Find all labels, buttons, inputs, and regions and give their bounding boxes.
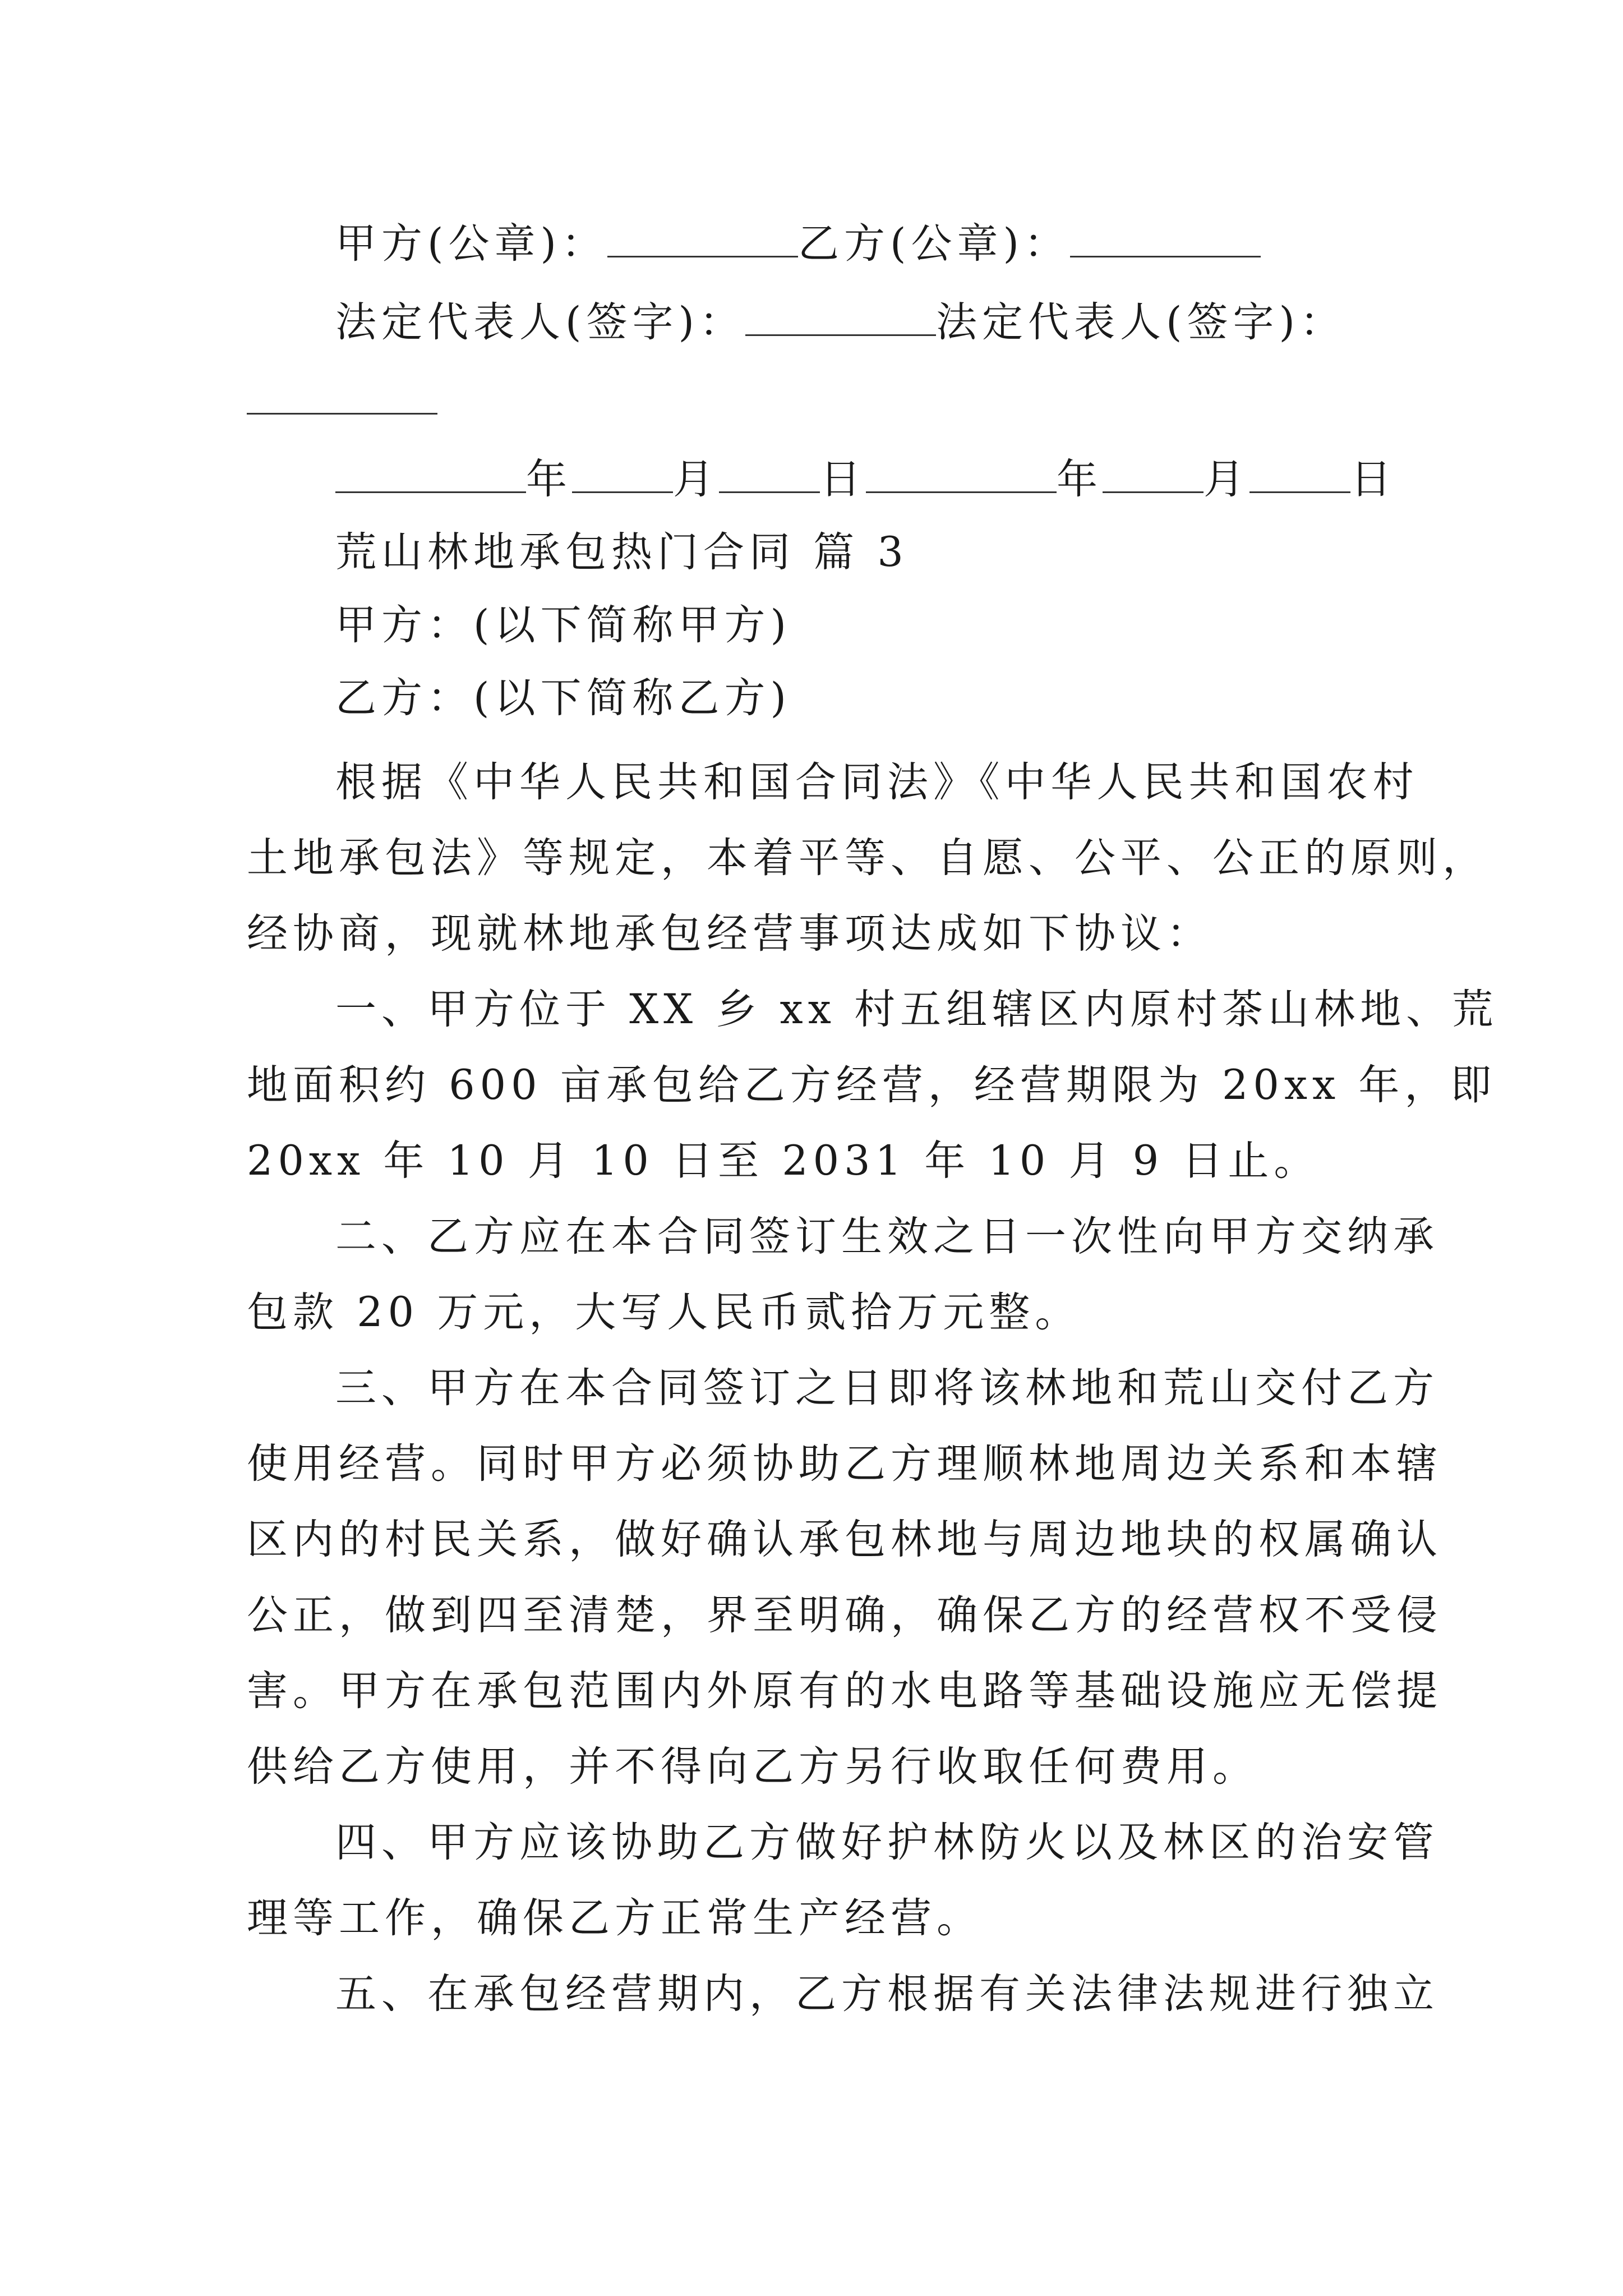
- seal-line: [335, 216, 1261, 272]
- body-line: 害。甲方在承包范围内外原有的水电路等基础设施应无偿提: [247, 1667, 1442, 1715]
- body-line: 经协商，现就林地承包经营事项达成如下协议：: [247, 910, 1212, 958]
- rep-line: [335, 295, 1346, 351]
- date-b-day-blank: [1249, 452, 1350, 493]
- rep-b-label: 法定代表人(签字)：: [935, 298, 1346, 346]
- body-line: 四、甲方应该协助乙方做好护林防火以及林区的治安管: [335, 1819, 1439, 1866]
- party-a-line: 甲方：(以下简称甲方): [335, 601, 791, 649]
- body-line: 二、乙方应在本合同签订生效之日一次性向甲方交纳承: [335, 1213, 1439, 1260]
- body-line: 包款 20 万元，大写人民币贰拾万元整。: [247, 1289, 1081, 1336]
- body-line: 20xx 年 10 月 10 日至 2031 年 10 月 9 日止。: [247, 1137, 1320, 1185]
- party-b-seal-blank: [1070, 217, 1261, 257]
- party-a-seal-label: 甲方(公章)：: [335, 220, 607, 268]
- body-line: 土地承包法》等规定，本着平等、自愿、公平、公正的原则，: [247, 834, 1488, 882]
- body-line: 根据《中华人民共和国合同法》《中华人民共和国农村: [335, 758, 1419, 806]
- rep-b-blank-line: [247, 373, 437, 429]
- date-a-year-blank: [335, 452, 526, 493]
- party-b-seal-label: 乙方(公章)：: [797, 220, 1070, 268]
- body-line: 供给乙方使用，并不得向乙方另行收取任何费用。: [247, 1743, 1258, 1791]
- body-line: 三、甲方在本合同签订之日即将该林地和荒山交付乙方: [335, 1364, 1439, 1412]
- party-a-seal-blank: [607, 217, 798, 257]
- date-a-month-blank: [572, 452, 673, 493]
- date-b-month-blank: [1103, 452, 1204, 493]
- rep-a-blank: [745, 295, 936, 336]
- date-a-day-blank: [719, 452, 820, 493]
- rep-a-label: 法定代表人(签字)：: [335, 298, 745, 346]
- body-line: 使用经营。同时甲方必须协助乙方理顺林地周边关系和本辖: [247, 1440, 1442, 1488]
- date-line: [335, 452, 1396, 508]
- party-b-line: 乙方：(以下简称乙方): [335, 674, 791, 722]
- body-line: 公正，做到四至清楚，界至明确，确保乙方的经营权不受侵: [247, 1591, 1442, 1639]
- body-line: 理等工作，确保乙方正常生产经营。: [247, 1894, 983, 1942]
- date-a-month: 月: [673, 455, 719, 503]
- rep-b-blank: [247, 374, 437, 415]
- date-b-year: 年: [1057, 455, 1103, 503]
- body-line: 五、在承包经营期内，乙方根据有关法律法规进行独立: [335, 1970, 1439, 2018]
- date-b-month: 月: [1204, 455, 1249, 503]
- date-b-day: 日: [1350, 455, 1396, 503]
- date-b-year-blank: [866, 452, 1057, 493]
- body-line: 一、甲方位于 XX 乡 xx 村五组辖区内原村茶山林地、荒: [335, 986, 1498, 1033]
- body-line: 地面积约 600 亩承包给乙方经营，经营期限为 20xx 年，即: [247, 1061, 1497, 1109]
- contract-heading: 荒山林地承包热门合同 篇 3: [335, 528, 909, 576]
- date-a-day: 日: [820, 455, 866, 503]
- date-a-year: 年: [526, 455, 572, 503]
- body-line: 区内的村民关系，做好确认承包林地与周边地块的权属确认: [247, 1516, 1442, 1563]
